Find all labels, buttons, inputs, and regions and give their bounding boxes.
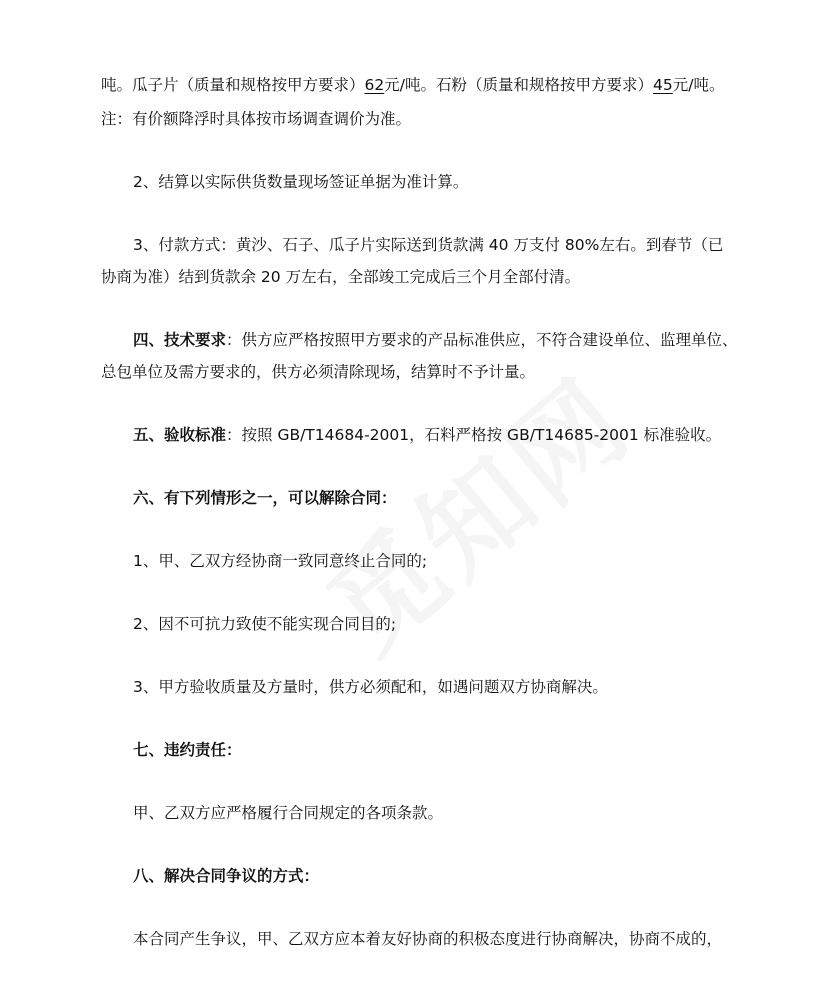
section-liability-text: 甲、乙双方应严格履行合同规定的各项条款。	[133, 804, 444, 822]
paragraph-price-note: 注：有价额降浮时具体按市场调查调价为准。	[101, 110, 412, 128]
text-segment: 元/吨。石粉（质量和规格按甲方要求）	[384, 76, 653, 94]
section-technical-requirements-line2: 总包单位及需方要求的，供方必须清除现场，结算时不予计量。	[101, 363, 536, 381]
paragraph-payment-line1: 3、付款方式：黄沙、石子、瓜子片实际送到货款满 40 万支付 80%左右。到春节（已	[133, 236, 724, 254]
section-acceptance-standard	[133, 425, 721, 445]
section-heading: 四、技术要求	[133, 331, 227, 349]
section-termination-heading: 六、有下列情形之一，可以解除合同：	[133, 489, 397, 507]
section-text: ：供方应严格按照甲方要求的产品标准供应，不符合建设单位、监理单位、	[226, 331, 738, 349]
section-liability-heading: 七、违约责任：	[133, 741, 242, 759]
section-technical-requirements-line1	[133, 330, 738, 350]
price-value-gravel-chips: 62	[364, 76, 385, 94]
price-value-stone-powder: 45	[652, 76, 673, 94]
section-dispute-heading: 八、解决合同争议的方式：	[133, 867, 320, 885]
section-heading: 五、验收标准	[133, 426, 227, 444]
termination-item-1: 1、甲、乙双方经协商一致同意终止合同的;	[133, 552, 428, 570]
text-segment: 元/吨。	[672, 76, 725, 94]
section-text: ：按照 GB/T14684-2001，石料严格按 GB/T14685-2001 标准验收。	[226, 426, 722, 444]
paragraph-settlement: 2、结算以实际供货数量现场签证单据为准计算。	[133, 173, 469, 191]
termination-item-3: 3、甲方验收质量及方量时，供方必须配和，如遇问题双方协商解决。	[133, 678, 608, 696]
text-segment: 吨。瓜子片（质量和规格按甲方要求）	[101, 76, 365, 94]
paragraph-prices-line1	[101, 75, 724, 95]
section-dispute-text: 本合同产生争议，甲、乙双方应本着友好协商的积极态度进行协商解决，协商不成的，	[133, 930, 723, 948]
paragraph-payment-line2: 协商为准）结到货款余 20 万左右，全部竣工完成后三个月全部付清。	[101, 268, 581, 286]
termination-item-2: 2、因不可抗力致使不能实现合同目的;	[133, 615, 397, 633]
